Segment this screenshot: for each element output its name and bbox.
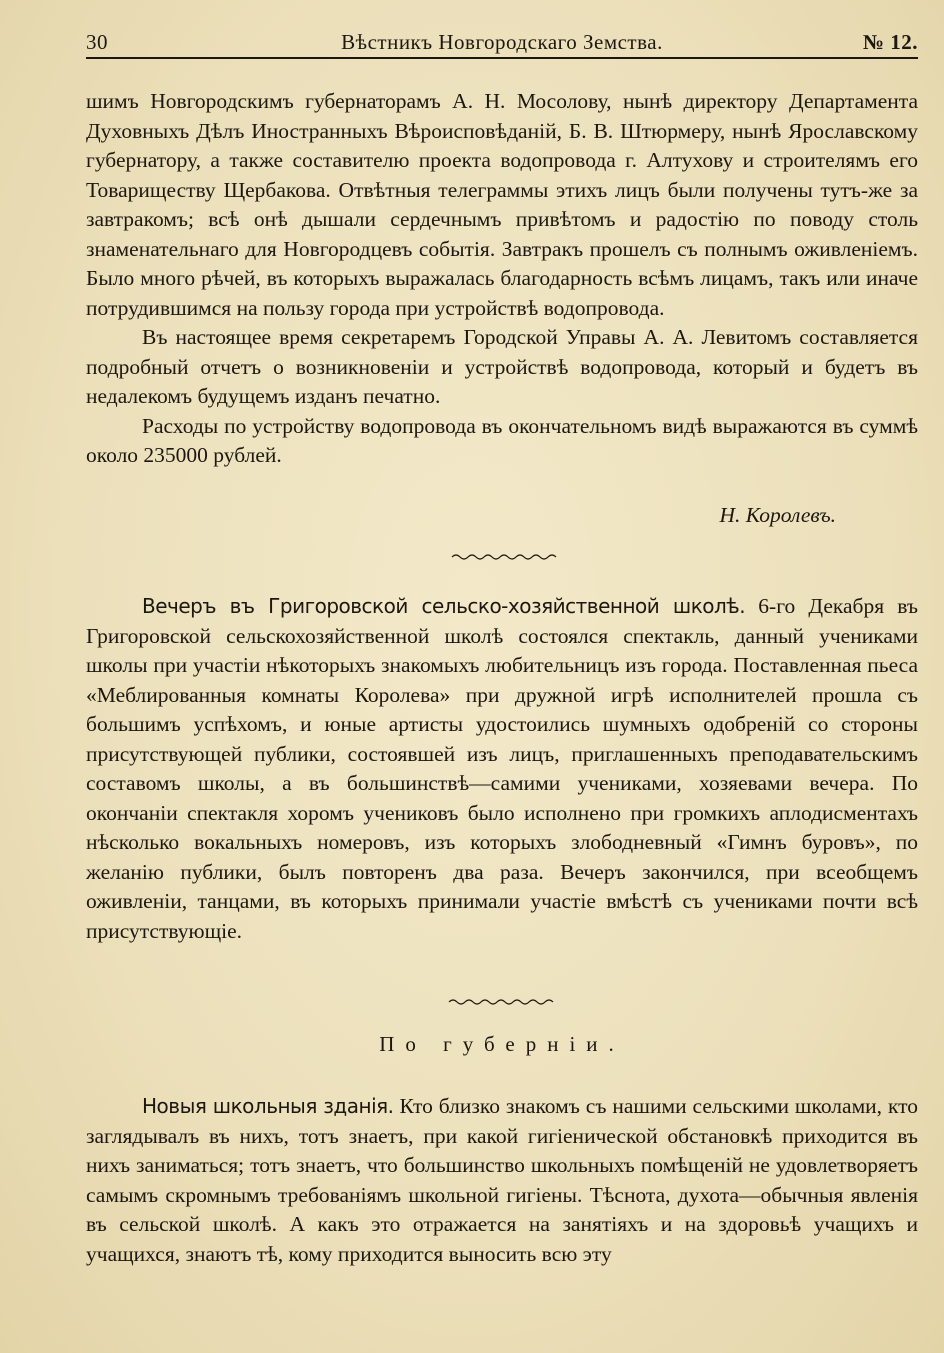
section-heading: По губернiи. [379,1032,625,1056]
ornamental-divider-1 [450,552,560,562]
journal-title: Вѣстникъ Новгородскаго Земства. [341,30,663,54]
page-number: 30 [86,30,108,54]
article-evening-school [86,592,918,946]
article-school-buildings [86,1092,918,1269]
waterworks-paragraph-3: Расходы по устройству водопровода въ окончательномъ видѣ выражаются въ суммѣ около 235000 рублей. [86,413,918,467]
ornamental-divider-2 [447,997,557,1007]
page-header [86,26,918,58]
issue-number: № 12. [862,30,918,54]
article-waterworks [86,87,918,471]
waterworks-paragraph-2: Въ настоящее время секретаремъ Городской Управы А. А. Левитомъ составляется подробный отчетъ о возникновенiи и устройствѣ водопровода, который и будетъ въ недалекомъ будущемъ изданъ печатно. [86,325,918,408]
evening-lead: Вечеръ въ Григоровской сельско-хозяйственной школѣ. [142,594,746,618]
author-signature: Н. Королевъ. [719,503,836,527]
header-rule [86,57,918,59]
school-buildings-lead: Новыя школьныя зданiя. [142,1094,394,1118]
waterworks-paragraph-1: шимъ Новгородскимъ губернаторамъ А. Н. Мосолову, нынѣ директору Департамента Духовныхъ Дѣлъ Иностранныхъ Вѣроисповѣданій, Б. В. Штюрмеру, нынѣ Ярославскому губернатору, а также составителю проекта водопровода г. Алтухову и строителямъ его Товариществу Щербакова. Отвѣтныя телеграммы этихъ лицъ были получены тутъ-же за завтракомъ; всѣ онѣ дышали сердечнымъ привѣтомъ и радостiю по поводу столь знаменательнаго для Новгородцевъ событiя. Завтракъ прошелъ съ полнымъ оживленiемъ. Было много рѣчей, въ которыхъ выражалась благодарность всѣмъ лицамъ, такъ или иначе потрудившимся на пользу города при устройствѣ водопровода. [86,89,918,320]
school-buildings-text: Кто близко знакомъ съ нашими сельскими школами, кто заглядывалъ въ нихъ, тотъ знаетъ, при какой гигiенической обстановкѣ приходится въ нихъ заниматься; тотъ знаетъ, что большинство школьныхъ помѣщенiй не удовлетворяетъ самымъ скромнымъ требованiямъ школьной гигiены. Тѣснота, духота—обычныя явленiя въ сельской школѣ. А какъ это отражается на занятiяхъ и на здоровьѣ учащихъ и учащихся, знаютъ тѣ, кому приходится выносить всю эту [86,1094,919,1266]
evening-text: 6-го Декабря въ Григоровской сельскохозяйственной школѣ состоялся спектакль, данный учениками школы при участiи нѣкоторыхъ знакомыхъ любительницъ изъ города. Поставленная пьеса «Меблированныя комнаты Королева» при дружной игрѣ исполнителей прошла съ большимъ успѣхомъ, и юные артисты удостоились шумныхъ одобренiй со стороны присутствующей публики, состоявшей изъ лицъ, приглашенныхъ преподавательскимъ составомъ школы, а въ большинствѣ—самими учениками, хозяевами вечера. По окончанiи спектакля хоромъ учениковъ было исполнено при громкихъ аплодисментахъ нѣсколько вокальныхъ номеровъ, изъ которыхъ злободневный «Гимнъ буровъ», по желанiю публики, былъ повторенъ два раза. Вечеръ закончился, при всеобщемъ оживленiи, танцами, въ которыхъ принимали участiе вмѣстѣ съ учениками почти всѣ присутствующiе. [86,594,918,943]
